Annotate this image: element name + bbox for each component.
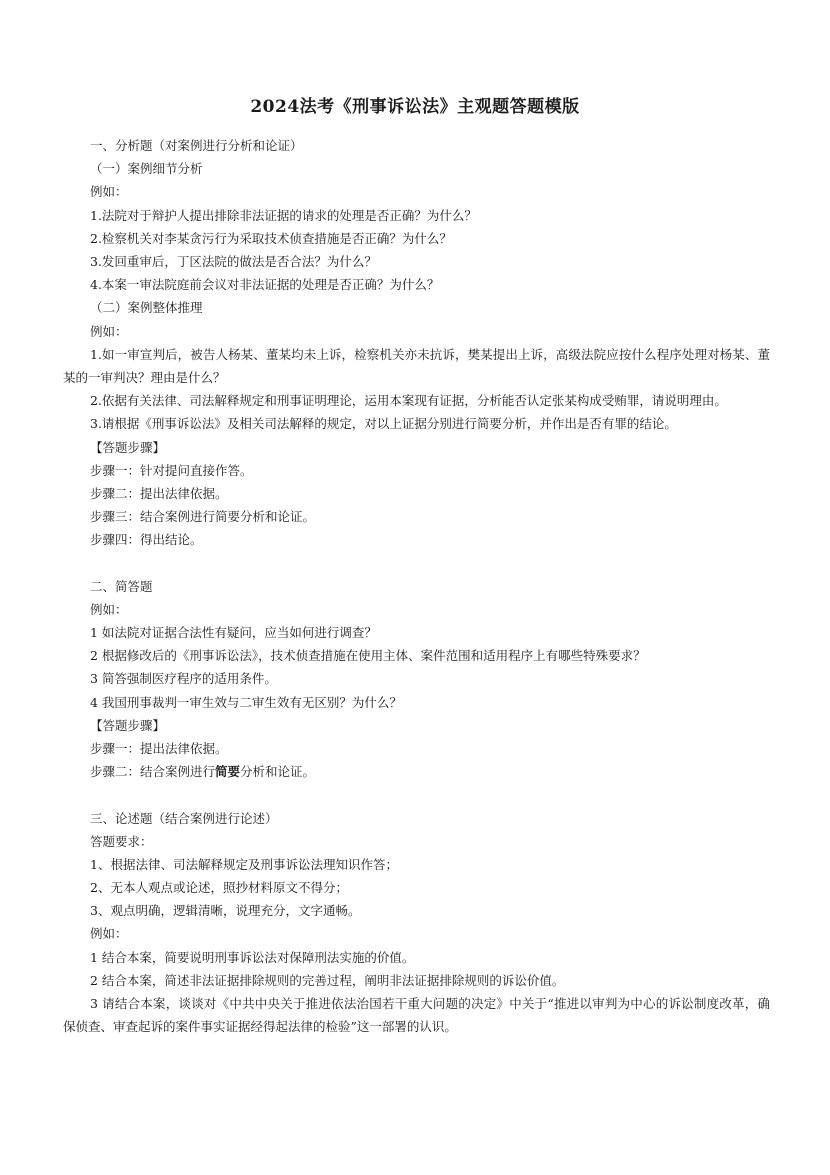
section1-sub2-example-label: 例如： bbox=[90, 323, 128, 339]
section1-sub1-example-label: 例如： bbox=[90, 184, 128, 200]
spacer bbox=[90, 551, 770, 574]
section3-req: 1、根据法律、司法解释规定及刑事诉讼法理知识作答； bbox=[90, 856, 398, 872]
section2-step2-post: 分析和论证。 bbox=[240, 764, 316, 780]
section2-heading: 二、简答题 bbox=[90, 578, 153, 594]
section1-heading: 一、分析题（对案例进行分析和论证） bbox=[90, 138, 303, 153]
section3-req: 2、无本人观点或论述，照抄材料原文不得分； bbox=[90, 880, 348, 896]
section2-example-label: 例如： bbox=[90, 601, 128, 617]
section2-step2-bold: 简要 bbox=[215, 764, 241, 780]
document-title: 2024法考《刑事诉讼法》主观题答题模版 bbox=[250, 97, 580, 117]
section1-sub1-item: 2.检察机关对李某贪污行为采取技术侦查措施是否正确？为什么？ bbox=[90, 230, 452, 246]
section1-step: 步骤三：结合案例进行简要分析和论证。 bbox=[90, 509, 316, 525]
section3-heading: 三、论述题（结合案例进行论述） bbox=[90, 810, 278, 826]
section2-item: 4 我国刑事裁判一审生效与二审生效有无区别？为什么？ bbox=[90, 694, 402, 710]
section1-step: 步骤一：针对提问直接作答。 bbox=[90, 462, 253, 478]
section1-step: 步骤二：提出法律依据。 bbox=[90, 485, 228, 501]
section1-sub2-item: 1.如一审宣判后，被告人杨某、董某均未上诉，检察机关亦未抗诉，樊某提出上诉，高级法院应按什么程序处理对杨某、董某的一审判决？理由是什么？ bbox=[63, 346, 770, 385]
section3-item: 2 结合本案，简述非法证据排除规则的完善过程，阐明非法证据排除规则的诉讼价值。 bbox=[90, 972, 565, 988]
section2-step: 步骤一：提出法律依据。 bbox=[90, 740, 228, 756]
section1-steps-heading: 【答题步骤】 bbox=[90, 439, 166, 455]
section2-item: 2 根据修改后的《刑事诉讼法》，技术侦查措施在使用主体、案件范围和适用程序上有哪些特殊要求？ bbox=[90, 648, 646, 664]
spacer bbox=[90, 783, 770, 806]
section3-example-label: 例如： bbox=[90, 926, 128, 942]
section1-sub2-item: 3.请根据《刑事诉讼法》及相关司法解释的规定，对以上证据分别进行简要分析，并作出是否有罪的结论。 bbox=[90, 416, 677, 432]
document-body bbox=[63, 134, 770, 1038]
section2-step bbox=[90, 760, 770, 783]
section1-sub1-heading: （一）案例细节分析 bbox=[90, 161, 203, 177]
section3-req-label: 答题要求： bbox=[90, 833, 153, 849]
section1-sub2-item: 2.依据有关法律、司法解释规定和刑事证明理论，运用本案现有证据，分析能否认定张某构成受贿罪，请说明理由。 bbox=[90, 393, 727, 409]
section1-step: 步骤四：得出结论。 bbox=[90, 532, 203, 548]
section2-item: 1 如法院对证据合法性有疑问，应当如何进行调查？ bbox=[90, 625, 377, 640]
section2-steps-heading: 【答题步骤】 bbox=[90, 717, 166, 733]
section2-step2-pre: 步骤二：结合案例进行 bbox=[90, 764, 216, 780]
section3-req: 3、观点明确，逻辑清晰，说理充分，文字通畅。 bbox=[90, 903, 361, 919]
section1-sub1-item: 1.法院对于辩护人提出排除非法证据的请求的处理是否正确？为什么？ bbox=[90, 207, 477, 223]
section1-sub1-item: 4.本案一审法院庭前会议对非法证据的处理是否正确？为什么？ bbox=[90, 277, 440, 293]
section3-item: 3 请结合本案，谈谈对《中共中央关于推进依法治国若干重大问题的决定》中关于“推进以审判为中心的诉讼制度改革，确保侦查、审查起诉的案件事实证据经得起法律的检验”这一部署的认识。 bbox=[63, 996, 770, 1035]
section1-sub1-item: 3.发回重审后，丁区法院的做法是否合法？为什么？ bbox=[90, 253, 377, 269]
section3-item: 1 结合本案，简要说明刑事诉讼法对保障刑法实施的价值。 bbox=[90, 949, 415, 965]
section1-sub2-heading: （二）案例整体推理 bbox=[90, 300, 203, 316]
section2-item: 3 简答强制医疗程序的适用条件。 bbox=[90, 671, 277, 687]
